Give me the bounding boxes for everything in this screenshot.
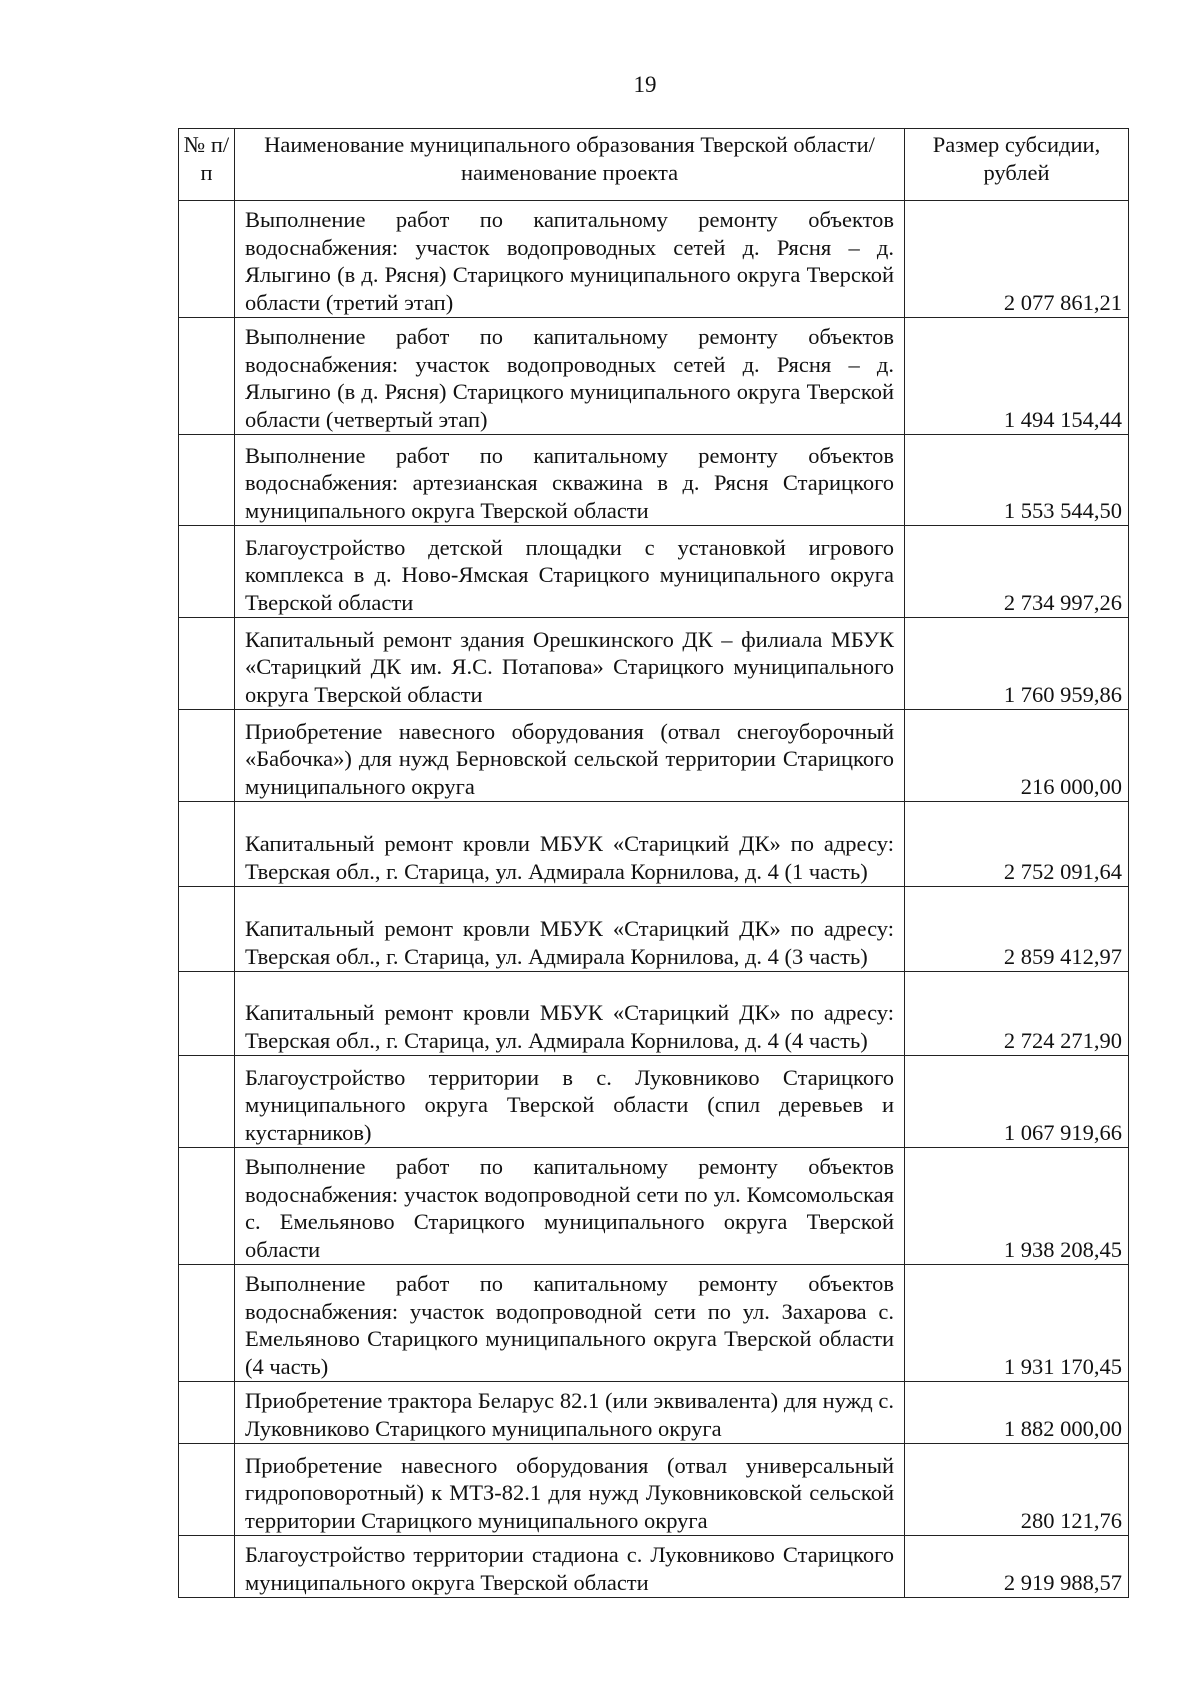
project-name-cell: Выполнение работ по капитальному ремонту объектов водоснабжения: участок водопроводных сетей д. Рясня – д. Ялыгино (в д. Рясня) Старицкого муниципального округа Тверской области (третий этап) [235,201,905,318]
project-name-cell: Выполнение работ по капитальному ремонту объектов водоснабжения: артезианская скважина в д. Рясня Старицкого муниципального округа Тверской области [235,435,905,526]
project-name-cell: Капитальный ремонт кровли МБУК «Старицкий ДК» по адресу: Тверская обл., г. Старица, ул. Адмирала Корнилова, д. 4 (1 часть) [235,802,905,887]
project-name-cell: Капитальный ремонт здания Орешкинского ДК – филиала МБУК «Старицкий ДК им. Я.С. Потапова» Старицкого муниципального округа Тверской области [235,618,905,710]
project-name-cell: Выполнение работ по капитальному ремонту объектов водоснабжения: участок водопроводной сети по ул. Захарова с. Емельяново Старицкого муниципального округа Тверской области (4 часть) [235,1265,905,1382]
project-name-cell: Благоустройство территории стадиона с. Луковниково Старицкого муниципального округа Тверской области [235,1536,905,1598]
table-row [179,710,1129,802]
row-number-cell [179,318,235,435]
subsidy-amount-cell: 1 553 544,50 [905,435,1129,526]
table-row [179,526,1129,618]
row-number-cell [179,710,235,802]
table-row [179,1265,1129,1382]
table-row [179,1382,1129,1444]
row-number-cell [179,802,235,887]
header-project-name: Наименование муниципального образования Тверской области/наименование проекта [235,129,905,201]
project-name-cell: Выполнение работ по капитальному ремонту объектов водоснабжения: участок водопроводной сети по ул. Комсомольская с. Емельяново Старицкого муниципального округа Тверской области [235,1148,905,1265]
table-row [179,618,1129,710]
subsidy-amount-cell: 2 859 412,97 [905,887,1129,972]
row-number-cell [179,1056,235,1148]
project-name-cell: Приобретение навесного оборудования (отвал снегоуборочный «Бабочка») для нужд Берновской сельской территории Старицкого муниципального округа [235,710,905,802]
row-number-cell [179,972,235,1056]
row-number-cell [179,618,235,710]
row-number-cell [179,887,235,972]
table-row [179,318,1129,435]
row-number-cell [179,526,235,618]
subsidy-amount-cell: 280 121,76 [905,1444,1129,1536]
project-name-cell: Приобретение навесного оборудования (отвал универсальный гидроповоротный) к МТЗ-82.1 для нужд Луковниковской сельской территории Старицкого муниципального округа [235,1444,905,1536]
table-row [179,1536,1129,1598]
project-name-cell: Благоустройство детской площадки с установкой игрового комплекса в д. Ново-Ямская Старицкого муниципального округа Тверской области [235,526,905,618]
table-header-row [179,129,1129,201]
project-name-cell: Благоустройство территории в с. Луковниково Старицкого муниципального округа Тверской области (спил деревьев и кустарников) [235,1056,905,1148]
table-row [179,1444,1129,1536]
table-row [179,802,1129,887]
subsidy-amount-cell: 2 724 271,90 [905,972,1129,1056]
table-row [179,435,1129,526]
header-number: № п/п [179,129,235,201]
row-number-cell [179,1265,235,1382]
subsidy-amount-cell: 1 882 000,00 [905,1382,1129,1444]
row-number-cell [179,1382,235,1444]
subsidy-amount-cell: 2 077 861,21 [905,201,1129,318]
table-row [179,972,1129,1056]
subsidy-amount-cell: 216 000,00 [905,710,1129,802]
project-name-cell: Капитальный ремонт кровли МБУК «Старицкий ДК» по адресу: Тверская обл., г. Старица, ул. Адмирала Корнилова, д. 4 (3 часть) [235,887,905,972]
table-row [179,1148,1129,1265]
subsidy-amount-cell: 1 494 154,44 [905,318,1129,435]
project-name-cell: Выполнение работ по капитальному ремонту объектов водоснабжения: участок водопроводных сетей д. Рясня – д. Ялыгино (в д. Рясня) Старицкого муниципального округа Тверской области (четвертый этап) [235,318,905,435]
table-row [179,887,1129,972]
table-body [179,201,1129,1598]
row-number-cell [179,1536,235,1598]
subsidy-table [178,128,1129,1598]
page-number: 19 [633,72,657,97]
subsidy-amount-cell: 1 931 170,45 [905,1265,1129,1382]
header-subsidy-amount: Размер субсидии, рублей [905,129,1129,201]
subsidy-amount-cell: 2 919 988,57 [905,1536,1129,1598]
subsidy-amount-cell: 1 760 959,86 [905,618,1129,710]
subsidy-amount-cell: 1 938 208,45 [905,1148,1129,1265]
table-row [179,1056,1129,1148]
row-number-cell [179,1444,235,1536]
row-number-cell [179,1148,235,1265]
subsidy-amount-cell: 1 067 919,66 [905,1056,1129,1148]
subsidy-amount-cell: 2 734 997,26 [905,526,1129,618]
project-name-cell: Капитальный ремонт кровли МБУК «Старицкий ДК» по адресу: Тверская обл., г. Старица, ул. Адмирала Корнилова, д. 4 (4 часть) [235,972,905,1056]
table-row [179,201,1129,318]
row-number-cell [179,435,235,526]
project-name-cell: Приобретение трактора Беларус 82.1 (или эквивалента) для нужд с. Луковниково Старицкого муниципального округа [235,1382,905,1444]
row-number-cell [179,201,235,318]
subsidy-amount-cell: 2 752 091,64 [905,802,1129,887]
